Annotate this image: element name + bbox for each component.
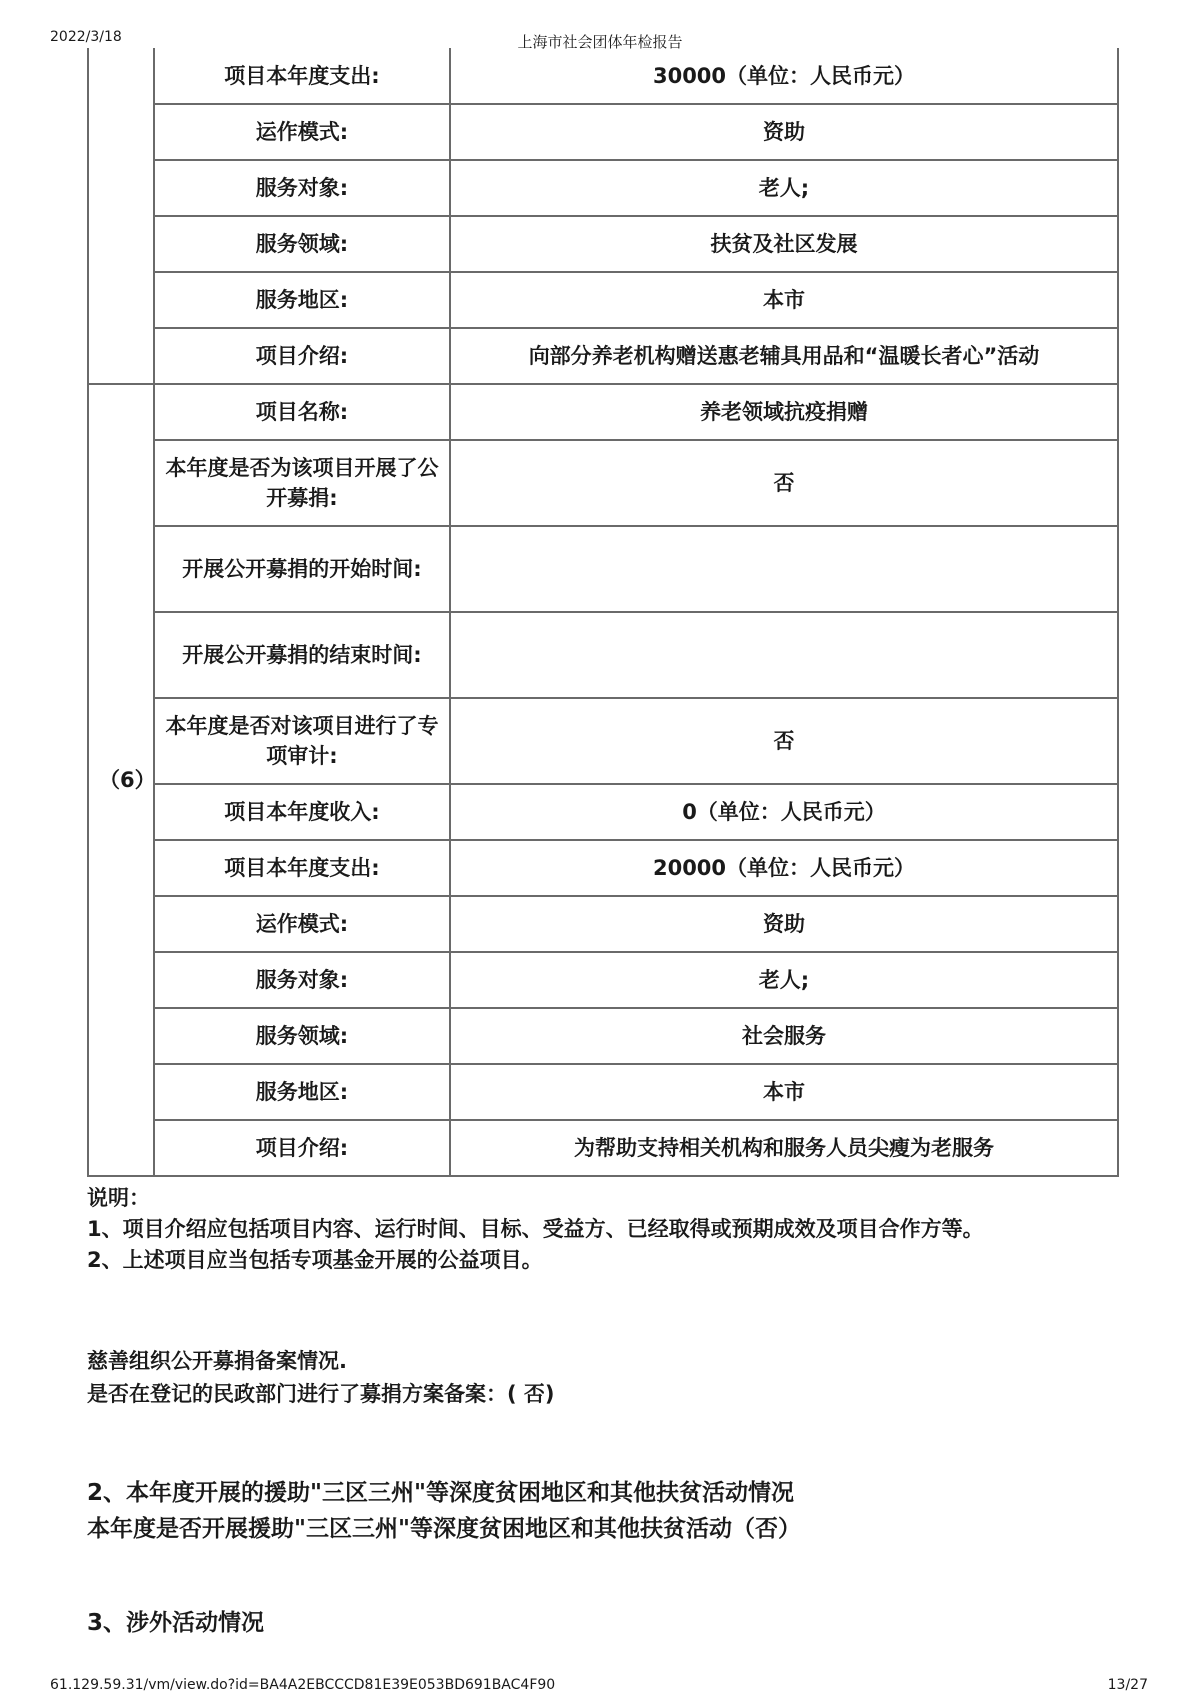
row-value: 否 [450, 698, 1118, 784]
table-row [88, 526, 1118, 612]
row-value: 本市 [450, 272, 1118, 328]
row-value: 资助 [450, 896, 1118, 952]
row-label: 服务地区: [154, 1064, 450, 1120]
row-label: 开展公开募捐的结束时间: [154, 612, 450, 698]
row-label: 服务对象: [154, 160, 450, 216]
table-row [88, 160, 1118, 216]
poverty-section [87, 1475, 801, 1547]
row-value: 资助 [450, 104, 1118, 160]
row-value [450, 612, 1118, 698]
header-title: 上海市社会团体年检报告 [517, 33, 683, 51]
table-row [88, 104, 1118, 160]
table-row [88, 840, 1118, 896]
foreign-section [87, 1605, 264, 1641]
table-row [88, 1064, 1118, 1120]
table-row [88, 272, 1118, 328]
project-index-cell: （6） [88, 384, 154, 1176]
table-row [88, 216, 1118, 272]
row-label: 项目本年度支出: [154, 48, 450, 104]
row-label: 运作模式: [154, 896, 450, 952]
row-label: 本年度是否为该项目开展了公开募捐: [154, 440, 450, 526]
row-value: 0（单位：人民币元） [450, 784, 1118, 840]
row-label: 服务领域: [154, 1008, 450, 1064]
row-value: 扶贫及社区发展 [450, 216, 1118, 272]
table-row [88, 896, 1118, 952]
table-row [88, 612, 1118, 698]
table-row [88, 952, 1118, 1008]
notes-title: 说明： [87, 1186, 150, 1210]
row-label: 项目介绍: [154, 328, 450, 384]
row-label: 服务地区: [154, 272, 450, 328]
row-value: 为帮助支持相关机构和服务人员尖瘦为老服务 [450, 1120, 1118, 1176]
note-item: 1、项目介绍应包括项目内容、运行时间、目标、受益方、已经取得或预期成效及项目合作方等。 [87, 1217, 984, 1241]
table-row [88, 48, 1118, 104]
row-label: 项目本年度收入: [154, 784, 450, 840]
table-row [88, 328, 1118, 384]
row-label: 服务领域: [154, 216, 450, 272]
table-row [88, 1008, 1118, 1064]
row-label: 项目名称: [154, 384, 450, 440]
table-row [88, 784, 1118, 840]
fundraising-title: 慈善组织公开募捐备案情况. [87, 1349, 347, 1373]
row-label: 运作模式: [154, 104, 450, 160]
footer-page-number: 13/27 [1107, 1677, 1148, 1693]
header-date: 2022/3/18 [50, 29, 122, 45]
table-row [88, 384, 1118, 440]
table-row [88, 1120, 1118, 1176]
foreign-title: 3、涉外活动情况 [87, 1610, 265, 1636]
notes-section [87, 1183, 984, 1276]
row-label: 开展公开募捐的开始时间: [154, 526, 450, 612]
row-value: 否 [450, 440, 1118, 526]
project-index-cell [88, 48, 154, 384]
row-value: 30000（单位：人民币元） [450, 48, 1118, 104]
row-label: 项目本年度支出: [154, 840, 450, 896]
row-value: 老人; [450, 952, 1118, 1008]
row-label: 服务对象: [154, 952, 450, 1008]
row-value: 20000（单位：人民币元） [450, 840, 1118, 896]
footer-url: 61.129.59.31/vm/view.do?id=BA4A2EBCCCD81E39E053BD691BAC4F90 [50, 1677, 556, 1693]
poverty-question: 本年度是否开展援助"三区三州"等深度贫困地区和其他扶贫活动（否） [87, 1516, 801, 1542]
fundraising-section [87, 1345, 555, 1411]
row-value: 老人; [450, 160, 1118, 216]
note-item: 2、上述项目应当包括专项基金开展的公益项目。 [87, 1248, 543, 1272]
table-row [88, 440, 1118, 526]
row-value: 本市 [450, 1064, 1118, 1120]
fundraising-question: 是否在登记的民政部门进行了募捐方案备案：( 否) [87, 1382, 555, 1406]
poverty-title: 2、本年度开展的援助"三区三州"等深度贫困地区和其他扶贫活动情况 [87, 1480, 794, 1506]
row-label: 本年度是否对该项目进行了专项审计: [154, 698, 450, 784]
row-value: 养老领域抗疫捐赠 [450, 384, 1118, 440]
row-value: 向部分养老机构赠送惠老辅具用品和“温暖长者心”活动 [450, 328, 1118, 384]
table-row [88, 698, 1118, 784]
row-value [450, 526, 1118, 612]
project-table [87, 48, 1119, 1177]
row-label: 项目介绍: [154, 1120, 450, 1176]
row-value: 社会服务 [450, 1008, 1118, 1064]
